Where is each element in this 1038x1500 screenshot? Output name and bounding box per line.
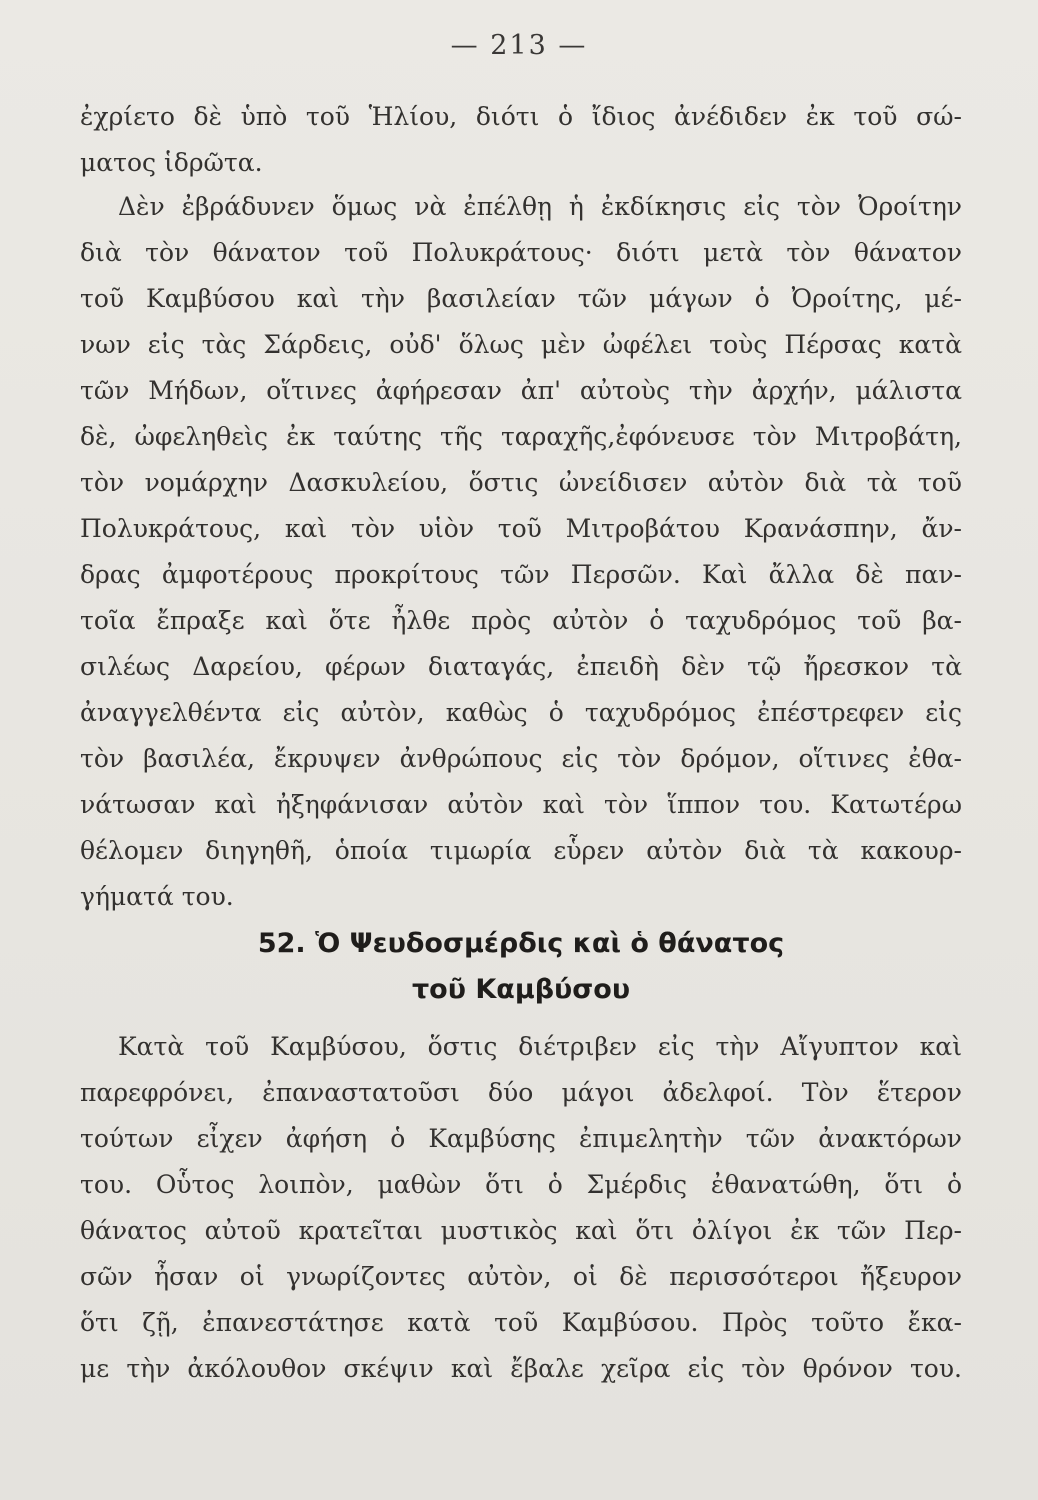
text-line: Δὲν ἐβράδυνεν ὅμως νὰ ἐπέλθῃ ἡ ἐκδίκησις εἰς τὸν Ὀροίτην xyxy=(118,192,962,221)
text-line: δρας ἀμφοτέρους προκρίτους τῶν Περσῶν. Καὶ ἄλλα δὲ παν- xyxy=(80,560,962,589)
text-line: τοῖα ἔπραξε καὶ ὅτε ἦλθε πρὸς αὐτὸν ὁ ταχυδρόμος τοῦ βα- xyxy=(80,606,962,635)
text-line: ματος ἱδρῶτα. xyxy=(80,148,263,177)
text-line: ἀναγγελθέντα εἰς αὐτὸν, καθὼς ὁ ταχυδρόμος ἐπέστρεφεν εἰς xyxy=(80,698,962,727)
text-line: διὰ τὸν θάνατον τοῦ Πολυκράτους· διότι μετὰ τὸν θάνατον xyxy=(80,238,962,267)
text-line: Πολυκράτους, καὶ τὸν υἱὸν τοῦ Μιτροβάτου Κρανάσπην, ἄν- xyxy=(80,514,962,543)
section-heading: 52. Ὁ Ψευδοσμέρδις καὶ ὁ θάνατος xyxy=(257,928,785,959)
text-line: νων εἰς τὰς Σάρδεις, οὐδ' ὅλως μὲν ὠφέλει τοὺς Πέρσας κατὰ xyxy=(80,330,962,359)
text-line: τὸν βασιλέα, ἔκρυψεν ἀνθρώπους εἰς τὸν δρόμον, οἵτινες ἐθα- xyxy=(80,744,962,773)
text-line: τοῦ Καμβύσου καὶ τὴν βασιλείαν τῶν μάγων ὁ Ὀροίτης, μέ- xyxy=(80,284,962,313)
text-line: θάνατος αὐτοῦ κρατεῖται μυστικὸς καὶ ὅτι ὀλίγοι ἐκ τῶν Περ- xyxy=(80,1216,962,1245)
text-line: ἐχρίετο δὲ ὑπὸ τοῦ Ἡλίου, διότι ὁ ἴδιος ἀνέδιδεν ἐκ τοῦ σώ- xyxy=(80,102,962,131)
text-line: τῶν Μήδων, οἵτινες ἀφήρεσαν ἀπ' αὐτοὺς τὴν ἀρχήν, μάλιστα xyxy=(80,376,962,405)
text-line: του. Οὗτος λοιπὸν, μαθὼν ὅτι ὁ Σμέρδις ἐθανατώθη, ὅτι ὁ xyxy=(80,1170,962,1199)
text-line: παρεφρόνει, ἐπαναστατοῦσι δύο μάγοι ἀδελφοί. Τὸν ἕτερον xyxy=(80,1078,962,1107)
page-number: — 213 — xyxy=(450,30,588,61)
text-line: σῶν ἦσαν οἱ γνωρίζοντες αὐτὸν, οἱ δὲ περισσότεροι ἤξευρον xyxy=(80,1262,962,1291)
text-line: Κατὰ τοῦ Καμβύσου, ὅστις διέτριβεν εἰς τὴν Αἴγυπτον καὶ xyxy=(118,1032,962,1061)
text-line: με τὴν ἀκόλουθον σκέψιν καὶ ἔβαλε χεῖρα εἰς τὸν θρόνον του. xyxy=(80,1354,962,1383)
text-line: τούτων εἶχεν ἀφήση ὁ Καμβύσης ἐπιμελητὴν τῶν ἀνακτόρων xyxy=(80,1124,962,1153)
text-line: σιλέως Δαρείου, φέρων διαταγάς, ἐπειδὴ δὲν τῷ ἤρεσκον τὰ xyxy=(80,652,962,681)
section-heading-continued: τοῦ Καμβύσου xyxy=(411,974,631,1005)
text-line: θέλομεν διηγηθῆ, ὁποία τιμωρία εὗρεν αὐτὸν διὰ τὰ κακουρ- xyxy=(80,836,962,865)
text-line: ὅτι ζῇ, ἐπανεστάτησε κατὰ τοῦ Καμβύσου. Πρὸς τοῦτο ἔκα- xyxy=(80,1308,962,1337)
text-line: δὲ, ὠφεληθεὶς ἐκ ταύτης τῆς ταραχῆς,ἐφόνευσε τὸν Μιτροβάτη, xyxy=(80,422,962,451)
text-line: νάτωσαν καὶ ἠξηφάνισαν αὐτὸν καὶ τὸν ἵππον του. Κατωτέρω xyxy=(80,790,962,819)
text-line: τὸν νομάρχην Δασκυλείου, ὅστις ὠνείδισεν αὐτὸν διὰ τὰ τοῦ xyxy=(80,468,962,497)
text-line: γήματά του. xyxy=(80,882,234,911)
